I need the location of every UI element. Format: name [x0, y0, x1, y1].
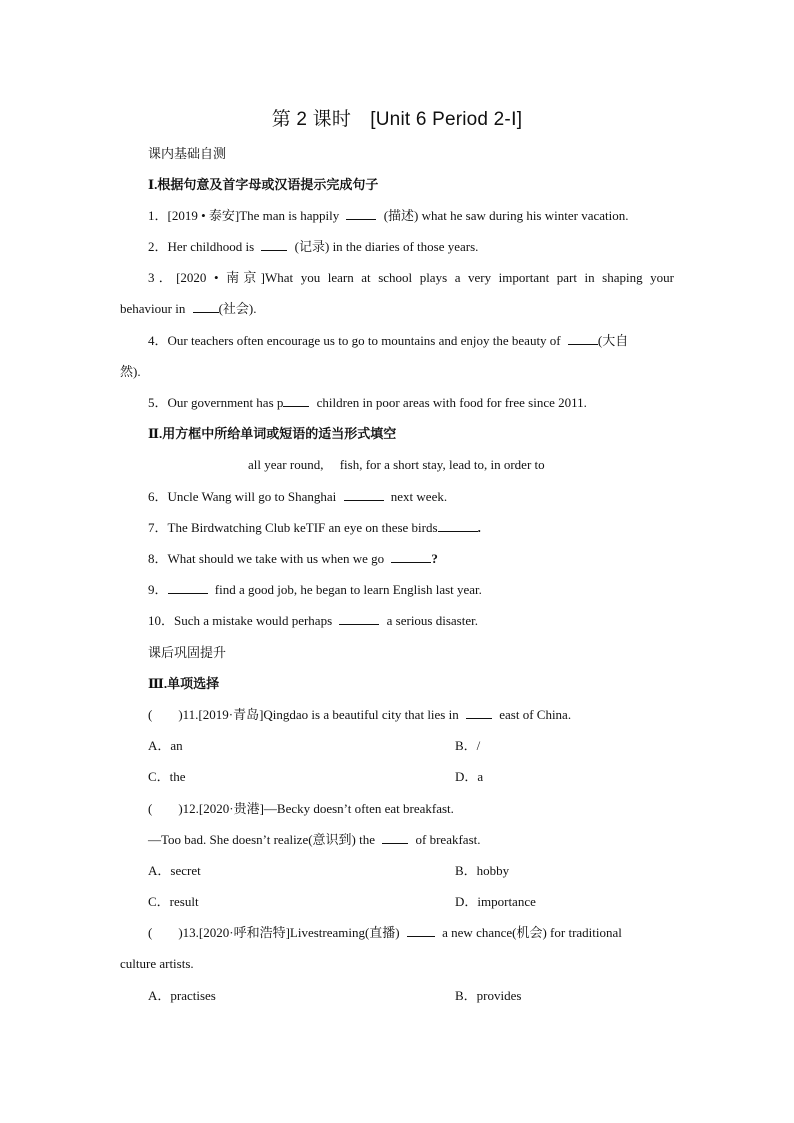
- q7-text-end: .: [477, 520, 481, 535]
- q12-text-end: of breakfast.: [415, 832, 481, 847]
- option-b[interactable]: B．provides: [455, 988, 522, 1003]
- q11-text-end: east of China.: [499, 707, 572, 722]
- q5-text-start: 5．Our government has p: [148, 395, 284, 410]
- part-2-heading: Ⅱ.用方框中所给单词或短语的适当形式填空: [148, 426, 397, 441]
- answer-blank[interactable]: [466, 706, 492, 719]
- question-10: [148, 612, 478, 630]
- question-12-stem: ( )12.[2020·贵港]—Becky doesn’t often eat breakfast.: [148, 801, 454, 816]
- q10-text-start: 10．Such a mistake would perhaps: [148, 613, 333, 628]
- answer-blank[interactable]: [346, 207, 376, 220]
- question-3-line-2: [120, 300, 257, 318]
- part-3-heading: Ⅲ.单项选择: [148, 676, 220, 691]
- q1-text-start: 1．[2019 • 泰安]The man is happily: [148, 208, 340, 223]
- option-a[interactable]: A．secret: [148, 863, 201, 878]
- question-7: [148, 519, 481, 537]
- option-d[interactable]: D．a: [455, 769, 484, 784]
- option-d[interactable]: D．importance: [455, 894, 536, 909]
- question-1: [148, 207, 629, 225]
- question-9: [148, 581, 482, 599]
- q13-text-end: a new chance(机会) for traditional: [442, 925, 622, 940]
- answer-blank[interactable]: [382, 831, 408, 844]
- question-13-line-1: [148, 924, 622, 942]
- q5-text-end: children in poor areas with food for free since 2011.: [316, 395, 587, 410]
- q10-text-end: a serious disaster.: [386, 613, 478, 628]
- option-b[interactable]: B．hobby: [455, 863, 510, 878]
- option-a[interactable]: A．an: [148, 738, 183, 753]
- q4-text-start: 4．Our teachers often encourage us to go to mountains and enjoy the beauty of: [148, 333, 561, 348]
- section-heading-after-class: 课后巩固提升: [148, 645, 227, 660]
- q7-text-start: 7．The Birdwatching Club keTIF an eye on these birds: [148, 520, 438, 535]
- question-4-line-1: [148, 332, 628, 350]
- answer-blank[interactable]: [344, 488, 384, 501]
- answer-blank[interactable]: [283, 394, 309, 407]
- question-2: [148, 238, 478, 256]
- part-1-heading: Ⅰ.根据句意及首字母或汉语提示完成句子: [148, 177, 379, 192]
- q2-text-end: (记录) in the diaries of those years.: [294, 239, 479, 254]
- option-c[interactable]: C．the: [148, 769, 186, 784]
- word-box: all year round, fish, for a short stay, lead to, in order to: [248, 457, 545, 472]
- option-b[interactable]: B．/: [455, 738, 481, 753]
- answer-blank[interactable]: [339, 612, 379, 625]
- section-heading-in-class: 课内基础自测: [148, 146, 227, 161]
- q4-text-end: (大自: [597, 333, 629, 348]
- q8-text-end: ?: [431, 551, 438, 566]
- q2-text-start: 2．Her childhood is: [148, 239, 255, 254]
- q12-text-start: —Too bad. She doesn’t realize(意识到) the: [148, 832, 376, 847]
- q9-text-start: 9．: [148, 582, 168, 597]
- question-13-line-2: culture artists.: [120, 956, 194, 971]
- question-11: [148, 706, 571, 724]
- page-title: 第 2 课时 [Unit 6 Period 2-Ⅰ]: [271, 109, 523, 130]
- question-6: [148, 488, 447, 506]
- q1-text-end: (描述) what he saw during his winter vacation.: [383, 208, 629, 223]
- q11-text-start: ( )11.[2019·青岛]Qingdao is a beautiful city that lies in: [148, 707, 459, 722]
- answer-blank[interactable]: [261, 238, 287, 251]
- q13-text-start: ( )13.[2020·呼和浩特]Livestreaming(直播): [148, 925, 400, 940]
- option-c[interactable]: C．result: [148, 894, 199, 909]
- question-3-line-1: 3．[2020 • 南京]What you learn at school plays a very important part in shaping your: [148, 270, 674, 285]
- answer-blank[interactable]: [391, 550, 431, 563]
- question-5: [148, 394, 587, 412]
- answer-blank[interactable]: [407, 924, 435, 937]
- q3-text-start: behaviour in: [120, 301, 186, 316]
- q3-text-end: (社会).: [218, 301, 257, 316]
- q8-text-start: 8．What should we take with us when we go: [148, 551, 385, 566]
- question-12-reply: [148, 831, 480, 849]
- answer-blank[interactable]: [168, 581, 208, 594]
- q9-text-end: find a good job, he began to learn English last year.: [214, 582, 482, 597]
- answer-blank[interactable]: [568, 332, 598, 345]
- q6-text-start: 6．Uncle Wang will go to Shanghai: [148, 489, 337, 504]
- option-a[interactable]: A．practises: [148, 988, 216, 1003]
- answer-blank[interactable]: [438, 519, 478, 532]
- answer-blank[interactable]: [193, 300, 219, 313]
- question-4-line-2: 然).: [120, 364, 141, 379]
- question-8: [148, 550, 438, 568]
- q6-text-end: next week.: [390, 489, 448, 504]
